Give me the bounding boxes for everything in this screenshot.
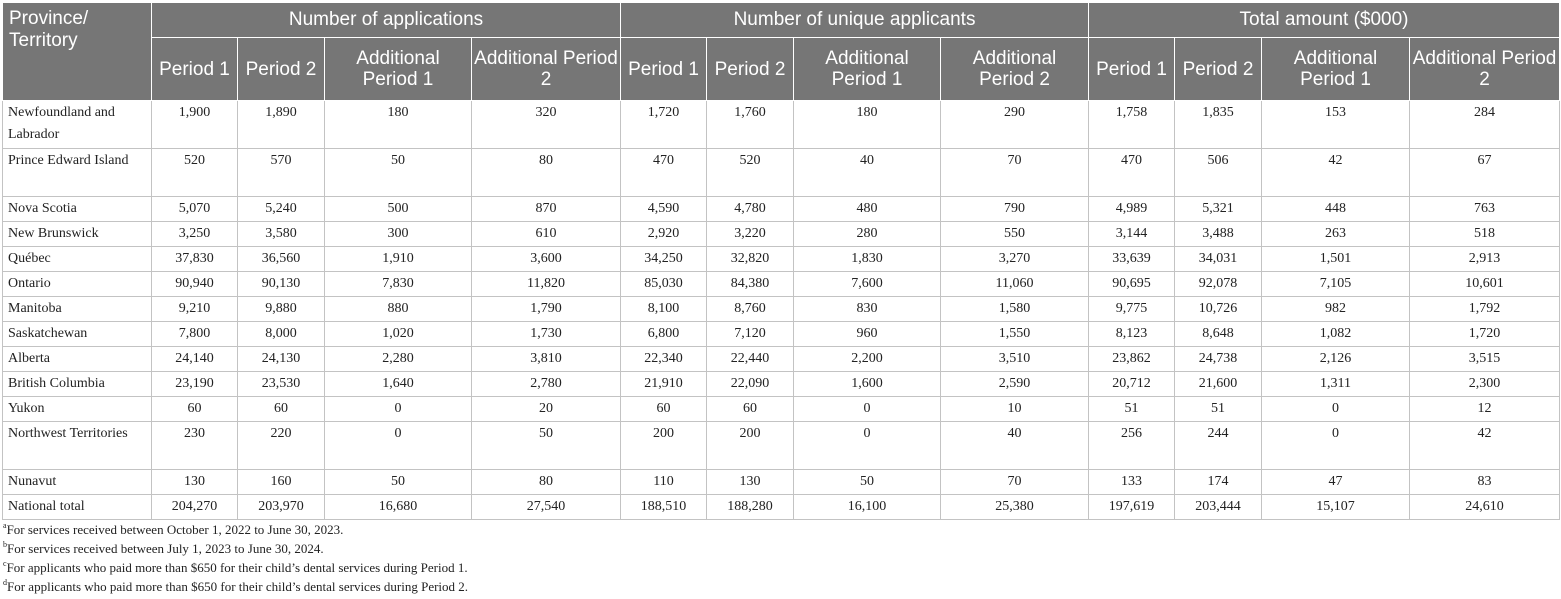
table-cell: 0 — [1262, 422, 1410, 470]
table-cell: 280 — [794, 222, 941, 247]
table-cell: 50 — [325, 470, 472, 495]
table-row — [3, 149, 1560, 197]
table-cell: 37,830 — [152, 247, 238, 272]
table-row — [3, 470, 1560, 495]
table-cell: 90,695 — [1089, 272, 1175, 297]
table-cell: 1,835 — [1175, 101, 1262, 149]
table-cell: 448 — [1262, 197, 1410, 222]
table-cell: 11,820 — [472, 272, 621, 297]
table-cell: 1,792 — [1410, 297, 1560, 322]
table-cell: 550 — [941, 222, 1089, 247]
table-cell: 220 — [238, 422, 325, 470]
table-cell: 8,100 — [621, 297, 707, 322]
province-name: British Columbia — [3, 372, 152, 397]
footnote-mark: a — [3, 521, 7, 530]
table-cell: 60 — [621, 397, 707, 422]
table-cell: 70 — [941, 149, 1089, 197]
table-cell: 34,031 — [1175, 247, 1262, 272]
table-cell: 23,530 — [238, 372, 325, 397]
table-cell: 5,240 — [238, 197, 325, 222]
table-cell: 1,760 — [707, 101, 794, 149]
table-cell: 830 — [794, 297, 941, 322]
table-cell: 320 — [472, 101, 621, 149]
table-row — [3, 372, 1560, 397]
table-cell: 284 — [1410, 101, 1560, 149]
table-cell: 1,720 — [621, 101, 707, 149]
table-row — [3, 347, 1560, 372]
table-cell: 3,488 — [1175, 222, 1262, 247]
footnote-mark: b — [3, 540, 7, 549]
table-cell: 0 — [794, 397, 941, 422]
footnote-mark: d — [3, 578, 7, 587]
table-cell: 570 — [238, 149, 325, 197]
table-cell: 2,300 — [1410, 372, 1560, 397]
table-cell: 518 — [1410, 222, 1560, 247]
sub-header-applications-additional-period-2: Additional Period 2 — [472, 38, 621, 101]
table-cell: 256 — [1089, 422, 1175, 470]
table-cell: 1,501 — [1262, 247, 1410, 272]
table-cell: 3,600 — [472, 247, 621, 272]
table-cell: 1,758 — [1089, 101, 1175, 149]
table-cell: 500 — [325, 197, 472, 222]
table-cell: 21,910 — [621, 372, 707, 397]
table-cell: 7,800 — [152, 322, 238, 347]
table-cell: 25,380 — [941, 495, 1089, 520]
table-cell: 80 — [472, 149, 621, 197]
table-cell: 21,600 — [1175, 372, 1262, 397]
table-cell: 92,078 — [1175, 272, 1262, 297]
table-cell: 1,890 — [238, 101, 325, 149]
table-cell: 3,515 — [1410, 347, 1560, 372]
footnote — [3, 539, 1553, 558]
table-cell: 24,610 — [1410, 495, 1560, 520]
table-cell: 24,738 — [1175, 347, 1262, 372]
table-cell: 110 — [621, 470, 707, 495]
table-cell: 12 — [1410, 397, 1560, 422]
table-cell: 24,130 — [238, 347, 325, 372]
table-cell: 1,580 — [941, 297, 1089, 322]
table-cell: 204,270 — [152, 495, 238, 520]
table-cell: 3,144 — [1089, 222, 1175, 247]
table-cell: 160 — [238, 470, 325, 495]
table-cell: 36,560 — [238, 247, 325, 272]
table-cell: 22,440 — [707, 347, 794, 372]
table-cell: 85,030 — [621, 272, 707, 297]
table-cell: 1,900 — [152, 101, 238, 149]
sub-header-applicants-additional-period-1: Additional Period 1 — [794, 38, 941, 101]
province-name: Prince Edward Island — [3, 149, 152, 197]
province-name: Nunavut — [3, 470, 152, 495]
table-cell: 10,601 — [1410, 272, 1560, 297]
table-cell: 60 — [707, 397, 794, 422]
table-cell: 8,000 — [238, 322, 325, 347]
sub-header-applicants-period-1: Period 1 — [621, 38, 707, 101]
table-cell: 42 — [1410, 422, 1560, 470]
province-name: Yukon — [3, 397, 152, 422]
table-cell: 20,712 — [1089, 372, 1175, 397]
sub-header-applications-period-1: Period 1 — [152, 38, 238, 101]
table-cell: 1,830 — [794, 247, 941, 272]
table-cell: 1,790 — [472, 297, 621, 322]
table-cell: 3,270 — [941, 247, 1089, 272]
table-cell: 520 — [707, 149, 794, 197]
table-cell: 2,280 — [325, 347, 472, 372]
table-cell: 67 — [1410, 149, 1560, 197]
table-cell: 0 — [1262, 397, 1410, 422]
table-row-total — [3, 495, 1560, 520]
province-column-header: Province/ Territory — [3, 3, 152, 101]
province-name: Ontario — [3, 272, 152, 297]
table-cell: 51 — [1175, 397, 1262, 422]
province-name: Alberta — [3, 347, 152, 372]
table-cell: 263 — [1262, 222, 1410, 247]
footnote-text: For services received between October 1, 2022 to June 30, 2023. — [6, 522, 344, 537]
table-cell: 90,130 — [238, 272, 325, 297]
province-name: Newfoundland and Labrador — [3, 101, 152, 149]
table-cell: 2,913 — [1410, 247, 1560, 272]
table-cell: 11,060 — [941, 272, 1089, 297]
footnote-text: For services received between July 1, 2023 to June 30, 2024. — [7, 541, 324, 556]
table-cell: 2,590 — [941, 372, 1089, 397]
table-cell: 2,126 — [1262, 347, 1410, 372]
table-cell: 8,648 — [1175, 322, 1262, 347]
table-cell: 2,200 — [794, 347, 941, 372]
table-cell: 470 — [1089, 149, 1175, 197]
footnote-mark: c — [3, 559, 7, 568]
table-cell: 83 — [1410, 470, 1560, 495]
table-cell: 10 — [941, 397, 1089, 422]
table-cell: 188,510 — [621, 495, 707, 520]
table-cell: 763 — [1410, 197, 1560, 222]
table-cell: 480 — [794, 197, 941, 222]
table-cell: 4,780 — [707, 197, 794, 222]
table-cell: 982 — [1262, 297, 1410, 322]
table-cell: 5,070 — [152, 197, 238, 222]
table-cell: 1,600 — [794, 372, 941, 397]
table-cell: 3,510 — [941, 347, 1089, 372]
group-header-total-amount: Total amount ($000) — [1089, 3, 1560, 38]
table-cell: 153 — [1262, 101, 1410, 149]
table-cell: 200 — [621, 422, 707, 470]
table-cell: 520 — [152, 149, 238, 197]
data-table — [2, 2, 1560, 520]
table-cell: 9,210 — [152, 297, 238, 322]
province-name: Nova Scotia — [3, 197, 152, 222]
table-cell: 200 — [707, 422, 794, 470]
table-row — [3, 422, 1560, 470]
table-cell: 22,340 — [621, 347, 707, 372]
table-row — [3, 101, 1560, 149]
table-cell: 24,140 — [152, 347, 238, 372]
footnote — [3, 577, 1553, 596]
table-cell: 188,280 — [707, 495, 794, 520]
table-cell: 47 — [1262, 470, 1410, 495]
table-cell: 7,600 — [794, 272, 941, 297]
province-name: National total — [3, 495, 152, 520]
table-row — [3, 397, 1560, 422]
group-header-unique-applicants: Number of unique applicants — [621, 3, 1089, 38]
table-cell: 610 — [472, 222, 621, 247]
table-cell: 180 — [794, 101, 941, 149]
table-cell: 9,775 — [1089, 297, 1175, 322]
table-cell: 34,250 — [621, 247, 707, 272]
table-cell: 84,380 — [707, 272, 794, 297]
table-cell: 8,123 — [1089, 322, 1175, 347]
sub-header-applications-additional-period-1: Additional Period 1 — [325, 38, 472, 101]
sub-header-applicants-additional-period-2: Additional Period 2 — [941, 38, 1089, 101]
table-cell: 3,580 — [238, 222, 325, 247]
sub-header-row — [3, 38, 1560, 101]
table-cell: 960 — [794, 322, 941, 347]
table-cell: 2,780 — [472, 372, 621, 397]
province-name: Manitoba — [3, 297, 152, 322]
footnote — [3, 520, 1553, 539]
table-cell: 1,082 — [1262, 322, 1410, 347]
table-cell: 16,100 — [794, 495, 941, 520]
table-cell: 0 — [325, 422, 472, 470]
table-cell: 506 — [1175, 149, 1262, 197]
table-cell: 40 — [941, 422, 1089, 470]
table-cell: 15,107 — [1262, 495, 1410, 520]
table-cell: 23,190 — [152, 372, 238, 397]
table-cell: 20 — [472, 397, 621, 422]
table-cell: 1,020 — [325, 322, 472, 347]
footnote — [3, 558, 1553, 577]
table-cell: 130 — [152, 470, 238, 495]
table-cell: 33,639 — [1089, 247, 1175, 272]
footnote-text: For applicants who paid more than $650 for their child’s dental services during Period 1. — [6, 560, 468, 575]
table-row — [3, 197, 1560, 222]
table-cell: 6,800 — [621, 322, 707, 347]
table-cell: 203,444 — [1175, 495, 1262, 520]
table-cell: 60 — [238, 397, 325, 422]
province-name: New Brunswick — [3, 222, 152, 247]
table-cell: 0 — [794, 422, 941, 470]
table-cell: 880 — [325, 297, 472, 322]
table-cell: 23,862 — [1089, 347, 1175, 372]
table-cell: 4,590 — [621, 197, 707, 222]
footnotes — [3, 520, 1553, 596]
table-cell: 70 — [941, 470, 1089, 495]
table-cell: 8,760 — [707, 297, 794, 322]
table-cell: 1,550 — [941, 322, 1089, 347]
table-cell: 1,910 — [325, 247, 472, 272]
sub-header-amount-period-2: Period 2 — [1175, 38, 1262, 101]
table-header — [3, 3, 1560, 101]
table-cell: 470 — [621, 149, 707, 197]
table-cell: 7,830 — [325, 272, 472, 297]
province-name: Northwest Territories — [3, 422, 152, 470]
table-cell: 3,220 — [707, 222, 794, 247]
table-cell: 203,970 — [238, 495, 325, 520]
table-cell: 40 — [794, 149, 941, 197]
table-row — [3, 272, 1560, 297]
table-cell: 10,726 — [1175, 297, 1262, 322]
table-cell: 174 — [1175, 470, 1262, 495]
table-cell: 51 — [1089, 397, 1175, 422]
table-cell: 130 — [707, 470, 794, 495]
table-cell: 3,250 — [152, 222, 238, 247]
sub-header-applications-period-2: Period 2 — [238, 38, 325, 101]
table-cell: 90,940 — [152, 272, 238, 297]
table-row — [3, 247, 1560, 272]
table-cell: 133 — [1089, 470, 1175, 495]
table-row — [3, 322, 1560, 347]
province-name: Québec — [3, 247, 152, 272]
table-cell: 180 — [325, 101, 472, 149]
sub-header-amount-additional-period-1: Additional Period 1 — [1262, 38, 1410, 101]
footnote-text: For applicants who paid more than $650 for their child’s dental services during Period 2. — [7, 579, 469, 594]
table-cell: 1,730 — [472, 322, 621, 347]
table-cell: 50 — [794, 470, 941, 495]
table-cell: 27,540 — [472, 495, 621, 520]
table-body — [3, 101, 1560, 520]
table-cell: 0 — [325, 397, 472, 422]
table-cell: 16,680 — [325, 495, 472, 520]
table-cell: 300 — [325, 222, 472, 247]
table-cell: 2,920 — [621, 222, 707, 247]
table-cell: 1,640 — [325, 372, 472, 397]
table-cell: 230 — [152, 422, 238, 470]
sub-header-amount-additional-period-2: Additional Period 2 — [1410, 38, 1560, 101]
table-cell: 50 — [325, 149, 472, 197]
table-cell: 22,090 — [707, 372, 794, 397]
table-cell: 197,619 — [1089, 495, 1175, 520]
table-cell: 5,321 — [1175, 197, 1262, 222]
table-cell: 870 — [472, 197, 621, 222]
sub-header-applicants-period-2: Period 2 — [707, 38, 794, 101]
group-header-applications: Number of applications — [152, 3, 621, 38]
table-cell: 244 — [1175, 422, 1262, 470]
table-cell: 80 — [472, 470, 621, 495]
table-cell: 32,820 — [707, 247, 794, 272]
table-cell: 290 — [941, 101, 1089, 149]
table-cell: 60 — [152, 397, 238, 422]
table-row — [3, 297, 1560, 322]
table-cell: 1,311 — [1262, 372, 1410, 397]
table-cell: 7,120 — [707, 322, 794, 347]
province-name: Saskatchewan — [3, 322, 152, 347]
table-cell: 3,810 — [472, 347, 621, 372]
table-cell: 7,105 — [1262, 272, 1410, 297]
table-cell: 50 — [472, 422, 621, 470]
table-row — [3, 222, 1560, 247]
table-cell: 4,989 — [1089, 197, 1175, 222]
table-cell: 9,880 — [238, 297, 325, 322]
sub-header-amount-period-1: Period 1 — [1089, 38, 1175, 101]
table-cell: 1,720 — [1410, 322, 1560, 347]
group-header-row — [3, 3, 1560, 38]
table-cell: 790 — [941, 197, 1089, 222]
table-cell: 42 — [1262, 149, 1410, 197]
